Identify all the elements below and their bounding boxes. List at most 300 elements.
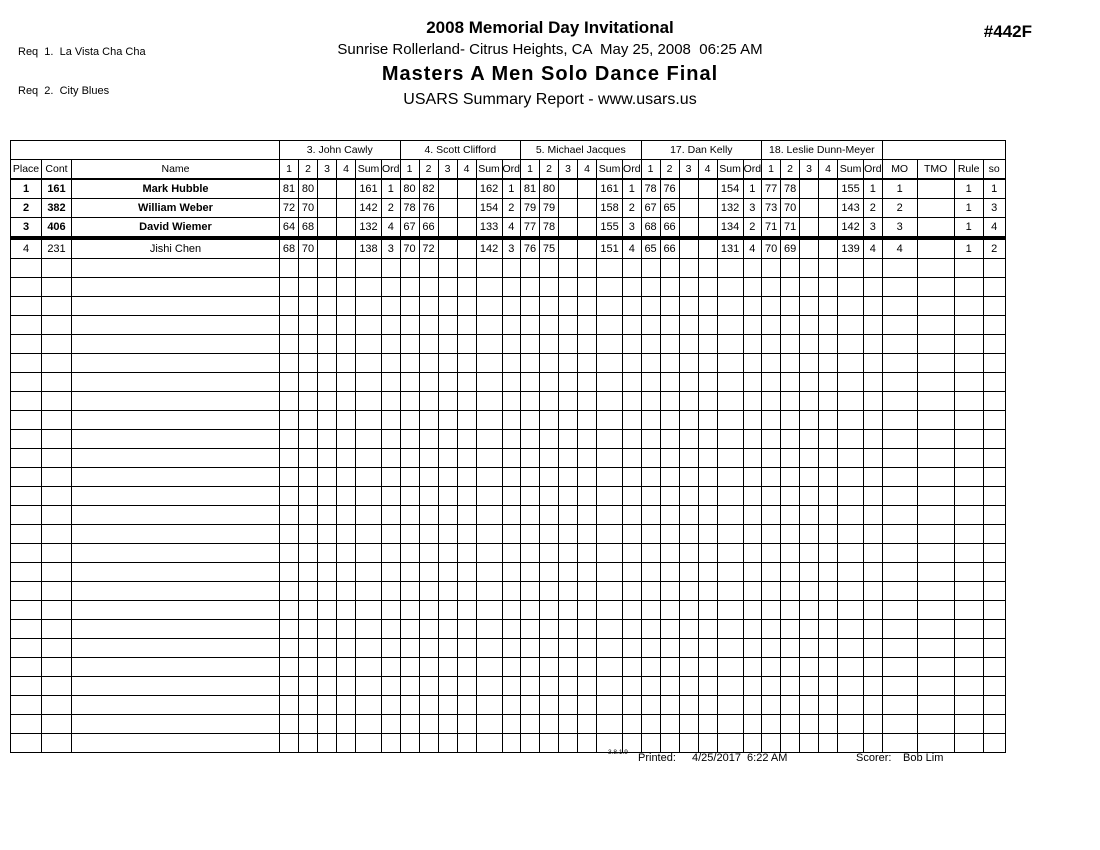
mark-cell	[299, 373, 318, 392]
mark-cell	[679, 544, 698, 563]
mark-cell	[337, 601, 356, 620]
mark-cell	[578, 601, 597, 620]
mark-cell: 68	[280, 238, 299, 259]
mark-cell	[337, 715, 356, 734]
mark-cell	[400, 354, 419, 373]
mark-cell	[762, 430, 781, 449]
place-cell: 3	[11, 218, 42, 239]
ordinal-cell	[743, 658, 762, 677]
mark-cell	[819, 715, 838, 734]
mark-cell	[400, 525, 419, 544]
mark-cell	[559, 449, 578, 468]
mark-cell	[280, 373, 299, 392]
ordinal-cell	[623, 430, 642, 449]
judge-name-header: 5. Michael Jacques	[521, 141, 642, 160]
col-header-1: 1	[762, 160, 781, 180]
mark-cell	[781, 468, 800, 487]
ordinal-cell: 3	[382, 238, 401, 259]
ordinal-cell	[623, 601, 642, 620]
ordinal-cell	[382, 639, 401, 658]
mark-cell	[660, 430, 679, 449]
mo-cell	[882, 601, 917, 620]
sum-cell	[476, 506, 502, 525]
mark-cell	[400, 715, 419, 734]
tmo-cell	[917, 373, 954, 392]
ordinal-cell	[502, 734, 521, 753]
mark-cell	[457, 335, 476, 354]
mark-cell	[540, 316, 559, 335]
mark-cell	[540, 506, 559, 525]
mark-cell	[280, 696, 299, 715]
rule-cell	[954, 468, 983, 487]
mark-cell	[318, 506, 337, 525]
sum-cell	[356, 297, 382, 316]
ordinal-cell	[502, 639, 521, 658]
contestant-number-cell	[42, 297, 72, 316]
sum-cell	[476, 487, 502, 506]
skater-name-cell: William Weber	[72, 199, 280, 218]
mark-cell	[419, 335, 438, 354]
mo-cell	[882, 278, 917, 297]
tmo-cell	[917, 199, 954, 218]
ordinal-cell	[382, 544, 401, 563]
mark-cell	[660, 620, 679, 639]
mark-cell	[521, 335, 540, 354]
sum-cell	[717, 601, 743, 620]
mo-cell	[882, 639, 917, 658]
mo-cell	[882, 468, 917, 487]
mark-cell: 72	[280, 199, 299, 218]
mark-cell	[578, 506, 597, 525]
mark-cell	[521, 734, 540, 753]
mark-cell	[800, 278, 819, 297]
ordinal-cell	[502, 468, 521, 487]
sum-cell	[476, 677, 502, 696]
mark-cell	[400, 506, 419, 525]
contestant-number-cell	[42, 506, 72, 525]
mark-cell	[419, 582, 438, 601]
col-header-4: 4	[578, 160, 597, 180]
mark-cell	[457, 297, 476, 316]
mo-cell	[882, 506, 917, 525]
mark-cell: 68	[641, 218, 660, 239]
mark-cell	[438, 373, 457, 392]
mark-cell	[800, 179, 819, 199]
sum-cell	[356, 639, 382, 658]
mark-cell	[457, 582, 476, 601]
empty-row	[11, 411, 1006, 430]
so-cell	[983, 677, 1005, 696]
mark-cell	[318, 392, 337, 411]
col-header-4: 4	[819, 160, 838, 180]
mark-cell	[679, 316, 698, 335]
mark-cell	[698, 601, 717, 620]
mark-cell	[337, 430, 356, 449]
mark-cell	[419, 544, 438, 563]
mark-cell	[438, 582, 457, 601]
skater-name-cell	[72, 297, 280, 316]
mark-cell	[679, 677, 698, 696]
mark-cell	[318, 335, 337, 354]
mark-cell	[781, 639, 800, 658]
ordinal-cell	[864, 259, 883, 278]
ordinal-cell	[623, 316, 642, 335]
mark-cell	[419, 563, 438, 582]
col-header-mo: MO	[882, 160, 917, 180]
mark-cell	[641, 392, 660, 411]
ordinal-cell	[382, 658, 401, 677]
mark-cell	[762, 278, 781, 297]
ordinal-cell	[623, 449, 642, 468]
mark-cell	[318, 639, 337, 658]
ordinal-cell	[502, 525, 521, 544]
rule-cell	[954, 487, 983, 506]
ordinal-cell	[864, 392, 883, 411]
mark-cell	[800, 259, 819, 278]
mark-cell: 70	[781, 199, 800, 218]
place-cell	[11, 354, 42, 373]
sum-cell	[717, 487, 743, 506]
mark-cell	[318, 238, 337, 259]
mark-cell	[660, 335, 679, 354]
sum-cell	[476, 734, 502, 753]
tmo-cell	[917, 354, 954, 373]
mark-cell	[781, 354, 800, 373]
mark-cell: 80	[400, 179, 419, 199]
col-header-tmo: TMO	[917, 160, 954, 180]
mark-cell	[400, 259, 419, 278]
ordinal-cell	[623, 278, 642, 297]
mark-cell	[819, 411, 838, 430]
mo-cell	[882, 259, 917, 278]
mark-cell	[559, 468, 578, 487]
mo-cell: 1	[882, 179, 917, 199]
mark-cell	[521, 297, 540, 316]
scorer-value: Bob Lim	[903, 752, 944, 764]
mark-cell	[280, 392, 299, 411]
mark-cell	[400, 430, 419, 449]
mark-cell	[337, 218, 356, 239]
mark-cell	[641, 430, 660, 449]
sum-cell	[597, 392, 623, 411]
mark-cell	[318, 658, 337, 677]
contestant-number-cell	[42, 658, 72, 677]
empty-row	[11, 715, 1006, 734]
ordinal-cell	[743, 430, 762, 449]
rule-cell	[954, 259, 983, 278]
mark-cell	[521, 544, 540, 563]
ordinal-cell	[502, 392, 521, 411]
mark-cell	[800, 601, 819, 620]
rule-cell	[954, 696, 983, 715]
mark-cell	[337, 278, 356, 297]
tmo-cell	[917, 715, 954, 734]
contestant-number-cell	[42, 639, 72, 658]
mark-cell: 65	[641, 238, 660, 259]
mark-cell	[762, 392, 781, 411]
tmo-cell	[917, 658, 954, 677]
mark-cell	[400, 639, 419, 658]
so-cell	[983, 468, 1005, 487]
sum-cell: 161	[356, 179, 382, 199]
skater-name-cell	[72, 563, 280, 582]
sum-cell	[717, 259, 743, 278]
ordinal-cell	[382, 468, 401, 487]
mark-cell	[540, 449, 559, 468]
mark-cell	[540, 696, 559, 715]
mark-cell	[400, 696, 419, 715]
sum-cell	[597, 468, 623, 487]
sum-cell	[476, 392, 502, 411]
mark-cell	[660, 582, 679, 601]
tmo-cell	[917, 601, 954, 620]
mark-cell	[299, 506, 318, 525]
ordinal-cell: 1	[502, 179, 521, 199]
mark-cell	[762, 411, 781, 430]
tmo-cell	[917, 734, 954, 753]
mark-cell	[641, 259, 660, 278]
skater-name-cell	[72, 658, 280, 677]
sum-cell	[476, 354, 502, 373]
mark-cell	[679, 411, 698, 430]
mark-cell	[660, 601, 679, 620]
mark-cell	[438, 278, 457, 297]
contestant-number-cell	[42, 430, 72, 449]
empty-row	[11, 373, 1006, 392]
mark-cell	[698, 696, 717, 715]
mark-cell	[698, 658, 717, 677]
rule-cell	[954, 354, 983, 373]
mark-cell	[698, 544, 717, 563]
mark-cell	[679, 506, 698, 525]
ordinal-cell: 1	[623, 179, 642, 199]
mark-cell	[679, 179, 698, 199]
mark-cell	[781, 620, 800, 639]
mark-cell	[280, 563, 299, 582]
sum-cell	[476, 316, 502, 335]
mark-cell	[457, 354, 476, 373]
mo-cell	[882, 449, 917, 468]
mo-cell	[882, 411, 917, 430]
mark-cell	[400, 601, 419, 620]
rule-cell: 1	[954, 179, 983, 199]
mark-cell	[457, 639, 476, 658]
mark-cell	[299, 411, 318, 430]
mark-cell	[762, 316, 781, 335]
mark-cell	[337, 238, 356, 259]
mark-cell	[781, 487, 800, 506]
sum-cell: 142	[476, 238, 502, 259]
empty-row	[11, 468, 1006, 487]
empty-row	[11, 430, 1006, 449]
sum-cell	[356, 506, 382, 525]
mark-cell	[578, 218, 597, 239]
ordinal-cell	[502, 449, 521, 468]
mark-cell	[540, 582, 559, 601]
ordinal-cell	[502, 563, 521, 582]
col-header-2: 2	[660, 160, 679, 180]
mark-cell	[762, 582, 781, 601]
place-cell	[11, 278, 42, 297]
sum-cell	[597, 601, 623, 620]
sum-cell: 158	[597, 199, 623, 218]
empty-row	[11, 335, 1006, 354]
ordinal-cell	[382, 316, 401, 335]
ordinal-cell	[743, 392, 762, 411]
skater-name-cell	[72, 715, 280, 734]
mark-cell	[299, 259, 318, 278]
ordinal-cell	[502, 715, 521, 734]
mark-cell	[781, 734, 800, 753]
mark-cell	[457, 677, 476, 696]
tmo-cell	[917, 430, 954, 449]
mark-cell	[819, 430, 838, 449]
ordinal-cell: 2	[502, 199, 521, 218]
col-header-1: 1	[280, 160, 299, 180]
contestant-number-cell: 382	[42, 199, 72, 218]
ordinal-cell	[502, 430, 521, 449]
mark-cell	[641, 696, 660, 715]
mark-cell	[679, 468, 698, 487]
sum-cell	[717, 430, 743, 449]
sum-cell	[838, 487, 864, 506]
mark-cell	[800, 430, 819, 449]
mark-cell	[438, 658, 457, 677]
mark-cell	[318, 373, 337, 392]
mark-cell	[781, 658, 800, 677]
ordinal-cell	[864, 506, 883, 525]
mark-cell	[578, 179, 597, 199]
mark-cell	[419, 468, 438, 487]
mark-cell: 72	[419, 238, 438, 259]
mark-cell	[641, 658, 660, 677]
mark-cell	[781, 544, 800, 563]
rule-cell	[954, 658, 983, 677]
mark-cell	[457, 696, 476, 715]
sum-cell	[597, 525, 623, 544]
mark-cell	[521, 506, 540, 525]
mark-cell	[280, 316, 299, 335]
mark-cell	[800, 392, 819, 411]
mark-cell	[819, 582, 838, 601]
rule-cell	[954, 715, 983, 734]
sum-cell	[717, 696, 743, 715]
mark-cell	[698, 411, 717, 430]
mark-cell	[578, 259, 597, 278]
mark-cell	[781, 525, 800, 544]
sum-cell	[476, 563, 502, 582]
sum-cell	[597, 715, 623, 734]
mark-cell: 76	[419, 199, 438, 218]
mark-cell	[698, 218, 717, 239]
mark-cell	[819, 506, 838, 525]
col-header-2: 2	[299, 160, 318, 180]
mark-cell	[337, 179, 356, 199]
result-row	[11, 218, 1006, 239]
mark-cell	[280, 430, 299, 449]
mark-cell: 78	[540, 218, 559, 239]
mo-cell	[882, 544, 917, 563]
mark-cell	[698, 487, 717, 506]
mark-cell	[540, 677, 559, 696]
mark-cell	[299, 297, 318, 316]
mark-cell	[438, 734, 457, 753]
mark-cell	[457, 487, 476, 506]
sum-cell	[838, 734, 864, 753]
so-cell	[983, 354, 1005, 373]
sum-cell	[838, 430, 864, 449]
empty-row	[11, 354, 1006, 373]
mo-cell	[882, 696, 917, 715]
mark-cell	[698, 620, 717, 639]
rule-cell	[954, 430, 983, 449]
ordinal-cell	[623, 335, 642, 354]
place-cell	[11, 468, 42, 487]
mark-cell	[299, 582, 318, 601]
ordinal-cell	[743, 354, 762, 373]
mark-cell	[578, 468, 597, 487]
sum-cell: 155	[597, 218, 623, 239]
scorer-label: Scorer:	[856, 752, 892, 764]
ordinal-cell	[743, 487, 762, 506]
contestant-number-cell	[42, 525, 72, 544]
mark-cell	[438, 392, 457, 411]
ordinal-cell	[502, 297, 521, 316]
mark-cell	[337, 620, 356, 639]
ordinal-cell	[623, 658, 642, 677]
sum-cell	[356, 468, 382, 487]
ordinal-cell: 3	[502, 238, 521, 259]
mark-cell	[641, 734, 660, 753]
mark-cell	[641, 449, 660, 468]
ordinal-cell	[623, 525, 642, 544]
mark-cell	[559, 297, 578, 316]
sum-cell: 143	[838, 199, 864, 218]
skater-name-cell	[72, 525, 280, 544]
sum-cell	[597, 639, 623, 658]
software-version: 3.8.1.9	[608, 749, 628, 756]
col-header-ord: Ord	[623, 160, 642, 180]
ordinal-cell	[743, 259, 762, 278]
mo-cell	[882, 430, 917, 449]
mark-cell	[318, 468, 337, 487]
mark-cell	[559, 658, 578, 677]
mark-cell: 80	[540, 179, 559, 199]
mark-cell	[521, 525, 540, 544]
ordinal-cell	[623, 468, 642, 487]
sum-cell: 151	[597, 238, 623, 259]
so-cell	[983, 449, 1005, 468]
mark-cell	[438, 525, 457, 544]
rule-cell	[954, 449, 983, 468]
printed-label: Printed:	[638, 752, 676, 764]
mo-cell	[882, 582, 917, 601]
ordinal-cell	[382, 734, 401, 753]
ordinal-cell	[864, 677, 883, 696]
sum-cell	[597, 316, 623, 335]
empty-row	[11, 544, 1006, 563]
mark-cell	[679, 715, 698, 734]
mark-cell	[438, 620, 457, 639]
mark-cell	[318, 449, 337, 468]
so-cell	[983, 392, 1005, 411]
mark-cell	[660, 525, 679, 544]
mark-cell	[280, 354, 299, 373]
sum-cell	[717, 297, 743, 316]
sum-cell	[356, 658, 382, 677]
mark-cell	[400, 658, 419, 677]
ordinal-cell	[743, 506, 762, 525]
